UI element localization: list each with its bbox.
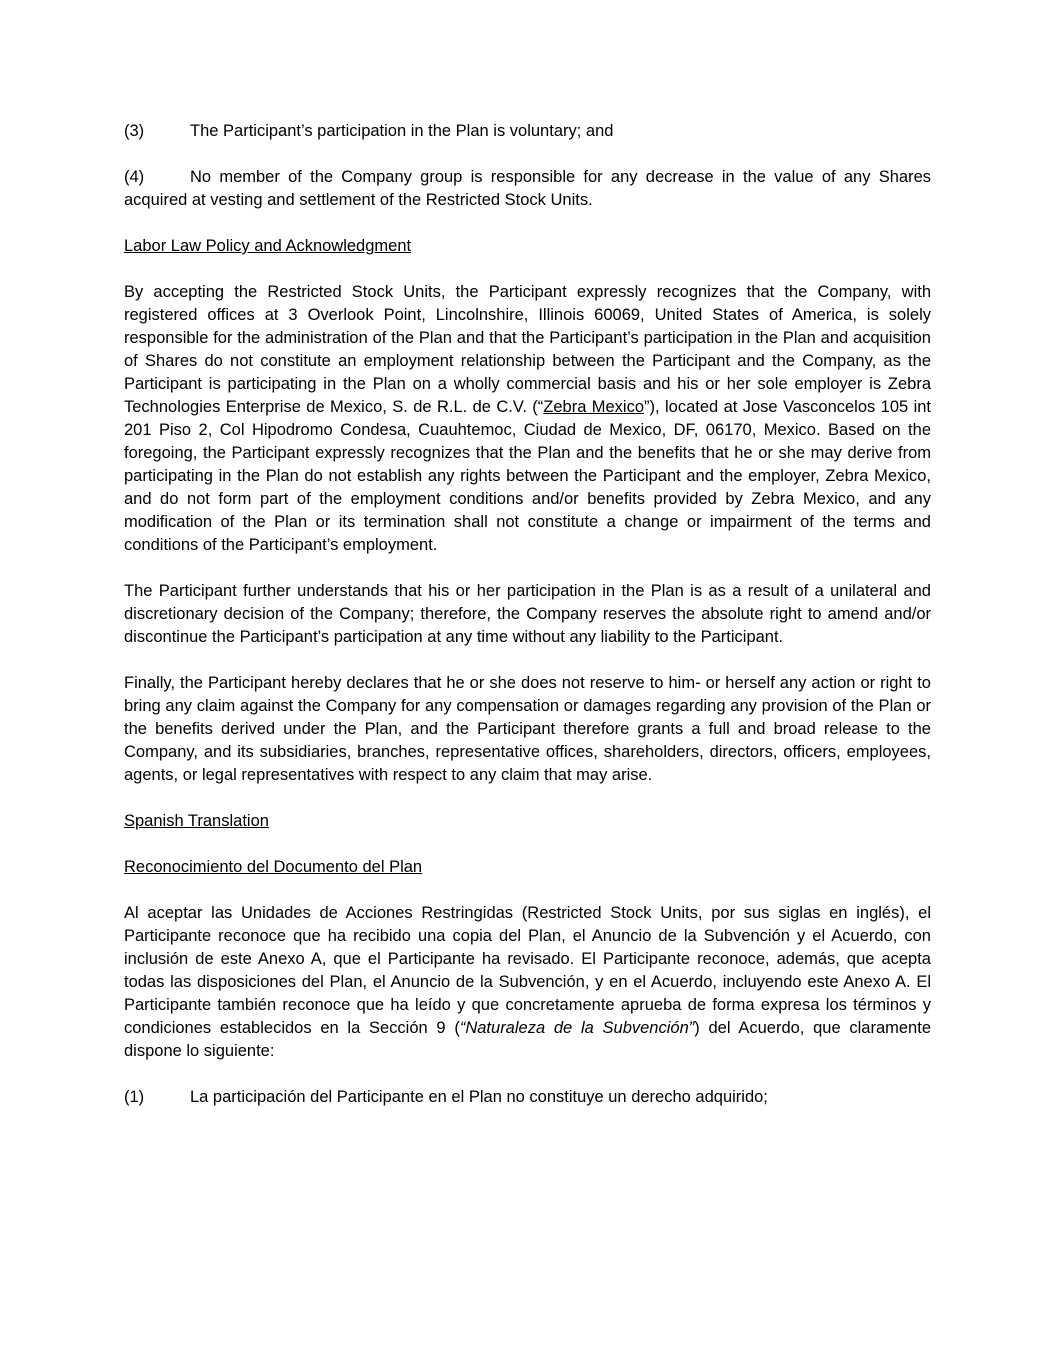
text-run: Zebra Mexico [543,398,645,416]
numbered-item [124,1086,931,1109]
section-heading-text: Reconocimiento del Documento del Plan [124,858,423,876]
text-run: The Participant further understands that his or her participation in the Plan is as a result of a unilateral and discretionary decision of the Company; therefore, the Company reserves the absolute right to amend and/or discontinue the Participant’s participation at any time without any liability to the Participant. [124,582,931,646]
section-heading-text: Labor Law Policy and Acknowledgment [124,237,412,255]
item-text: La participación del Participante en el Plan no constituye un derecho adquirido; [190,1088,768,1106]
text-run: Finally, the Participant hereby declares that he or she does not reserve to him- or herself any action or right to bring any claim against the Company for any compensation or damages regarding any provision of the Plan or the benefits derived under the Plan, and the Participant therefore grants a full and broad release to the Company, and its subsidiaries, branches, representative offices, shareholders, directors, officers, employees, agents, or legal representatives with respect to any claim that may arise. [124,674,931,784]
item-number: (1) [124,1088,145,1106]
body-paragraph [124,281,931,557]
text-run: “Naturaleza de la Subvención” [459,1019,695,1037]
item-text: The Participant’s participation in the Plan is voluntary; and [190,122,614,140]
section-heading [124,856,931,879]
item-number: (4) [124,168,145,186]
body-paragraph [124,902,931,1063]
item-number: (3) [124,122,145,140]
text-run: ) del Acuerdo, que claramente dispone lo siguiente: [124,1019,931,1060]
item-text: No member of the Company group is responsible for any decrease in the value of any Shares acquired at vesting and settlement of the Restricted Stock Units. [124,168,931,209]
body-paragraph [124,672,931,787]
document-content [124,120,931,1109]
numbered-item [124,120,931,143]
text-run: By accepting the Restricted Stock Units, the Participant expressly recognizes that the Company, with registered offices at 3 Overlook Point, Lincolnshire, Illinois 60069, United States of America, is solely responsible for the administration of the Plan and that the Participant’s participation in the Plan and acquisition of Shares do not constitute an employment relationship between the Participant and the Company, as the Participant is participating in the Plan on a wholly commercial basis and his or her sole employer is Zebra Technologies Enterprise de Mexico, S. de R.L. de C.V. (“ [124,283,931,416]
text-run: ”), located at Jose Vasconcelos 105 int 201 Piso 2, Col Hipodromo Condesa, Cuauhtemoc, Ciudad de Mexico, DF, 06170, Mexico. Based on the foregoing, the Participant expressly recognizes that the Plan and the benefits that he or she may derive from participating in the Plan do not establish any rights between the Participant and the employer, Zebra Mexico, and do not form part of the employment conditions and/or benefits provided by Zebra Mexico, and any modification of the Plan or its termination shall not constitute a change or impairment of the terms and conditions of the Participant’s employment. [124,398,931,554]
section-heading-text: Spanish Translation [124,812,269,830]
numbered-item [124,166,931,212]
section-heading [124,235,931,258]
text-run: Al aceptar las Unidades de Acciones Restringidas (Restricted Stock Units, por sus siglas en inglés), el Participante reconoce que ha recibido una copia del Plan, el Anuncio de la Subvención y el Acuerdo, con inclusión de este Anexo A, que el Participante ha revisado. El Participante reconoce, además, que acepta todas las disposiciones del Plan, el Anuncio de la Subvención, y en el Acuerdo, incluyendo este Anexo A. El Participante también reconoce que ha leído y que concretamente aprueba de forma expresa los términos y condiciones establecidos en la Sección 9 ( [124,904,931,1037]
section-heading [124,810,931,833]
body-paragraph [124,580,931,649]
